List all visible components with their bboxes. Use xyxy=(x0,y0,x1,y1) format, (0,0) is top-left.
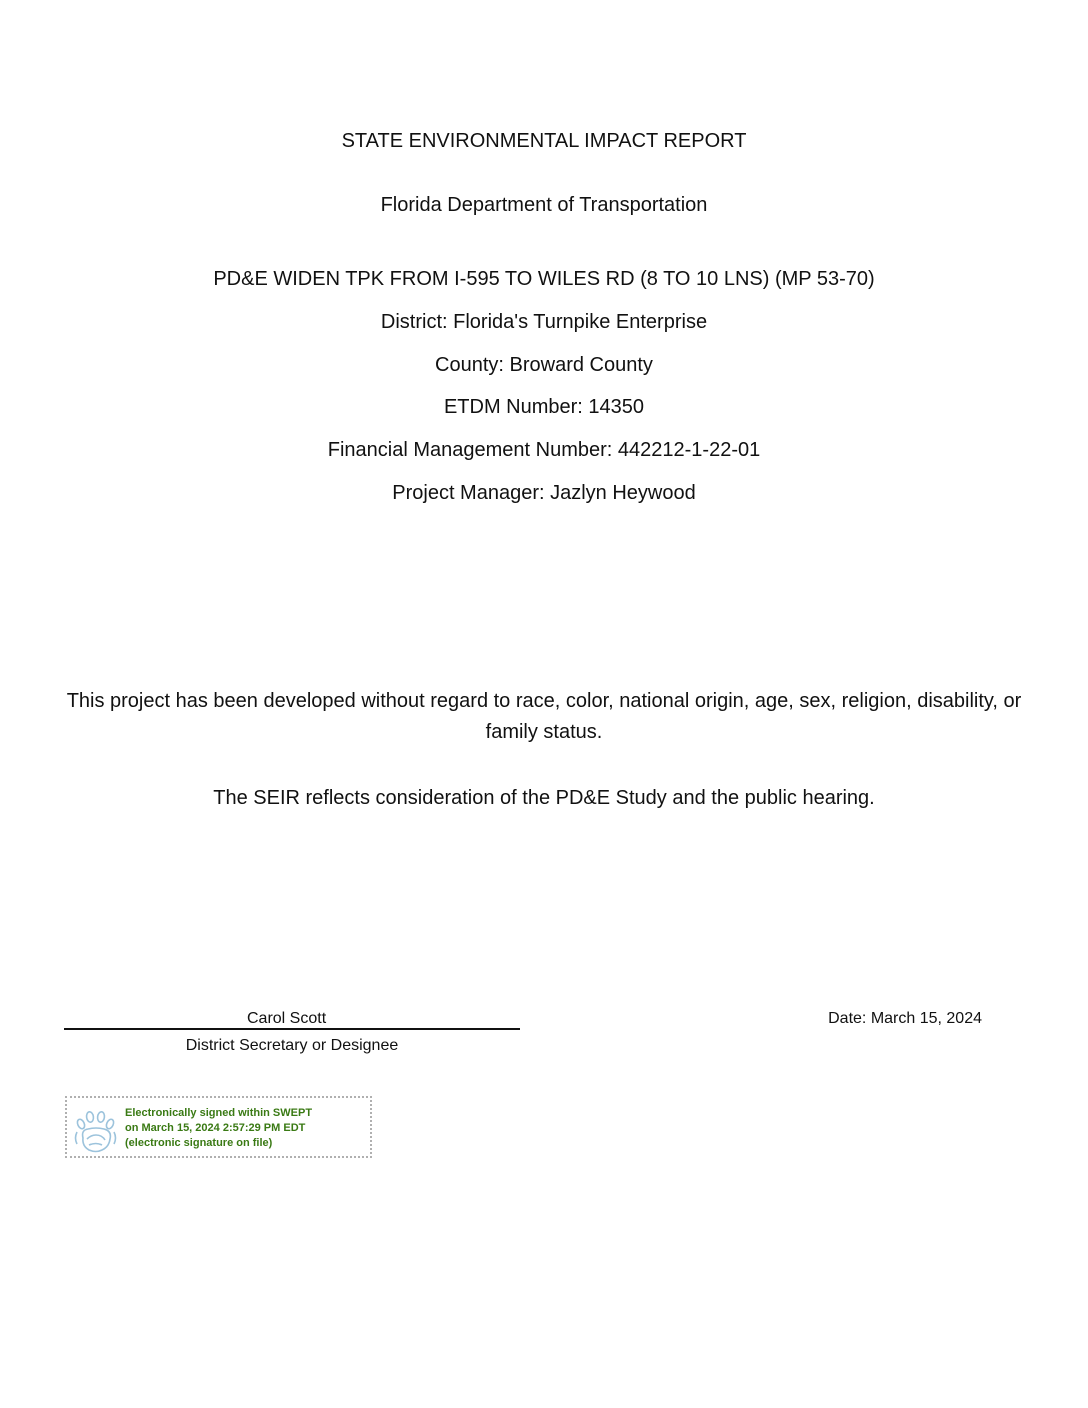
agency-name: Florida Department of Transportation xyxy=(380,194,708,216)
signer-name: Carol Scott xyxy=(247,1010,327,1027)
financial-management-number: Financial Management Number: 442212-1-22-01 xyxy=(327,439,761,461)
electronic-signature-stamp xyxy=(65,1096,372,1158)
signer-title: District Secretary or Designee xyxy=(185,1037,399,1054)
stamp-text xyxy=(125,1106,312,1151)
signature-date: Date: March 15, 2024 xyxy=(828,1010,982,1027)
etdm-number: ETDM Number: 14350 xyxy=(443,396,645,418)
stamp-line-1: Electronically signed within SWEPT xyxy=(125,1107,313,1119)
district: District: Florida's Turnpike Enterprise xyxy=(380,311,708,333)
county: County: Broward County xyxy=(435,354,653,376)
stamp-line-2: on March 15, 2024 2:57:29 PM EDT xyxy=(125,1122,306,1134)
stamp-line-3: (electronic signature on file) xyxy=(125,1137,273,1149)
report-title: STATE ENVIRONMENTAL IMPACT REPORT xyxy=(341,130,747,152)
project-manager: Project Manager: Jazlyn Heywood xyxy=(392,482,696,504)
signature-line xyxy=(64,1008,520,1030)
seir-statement: The SEIR reflects consideration of the PD&E Study and the public hearing. xyxy=(213,787,875,809)
nondiscrimination-statement: This project has been developed without regard to race, color, national origin, age, sex, religion, disability, or family status. xyxy=(66,690,1022,743)
paw-print-icon xyxy=(71,1108,121,1158)
project-description: PD&E WIDEN TPK FROM I-595 TO WILES RD (8 TO 10 LNS) (MP 53-70) xyxy=(213,268,875,290)
